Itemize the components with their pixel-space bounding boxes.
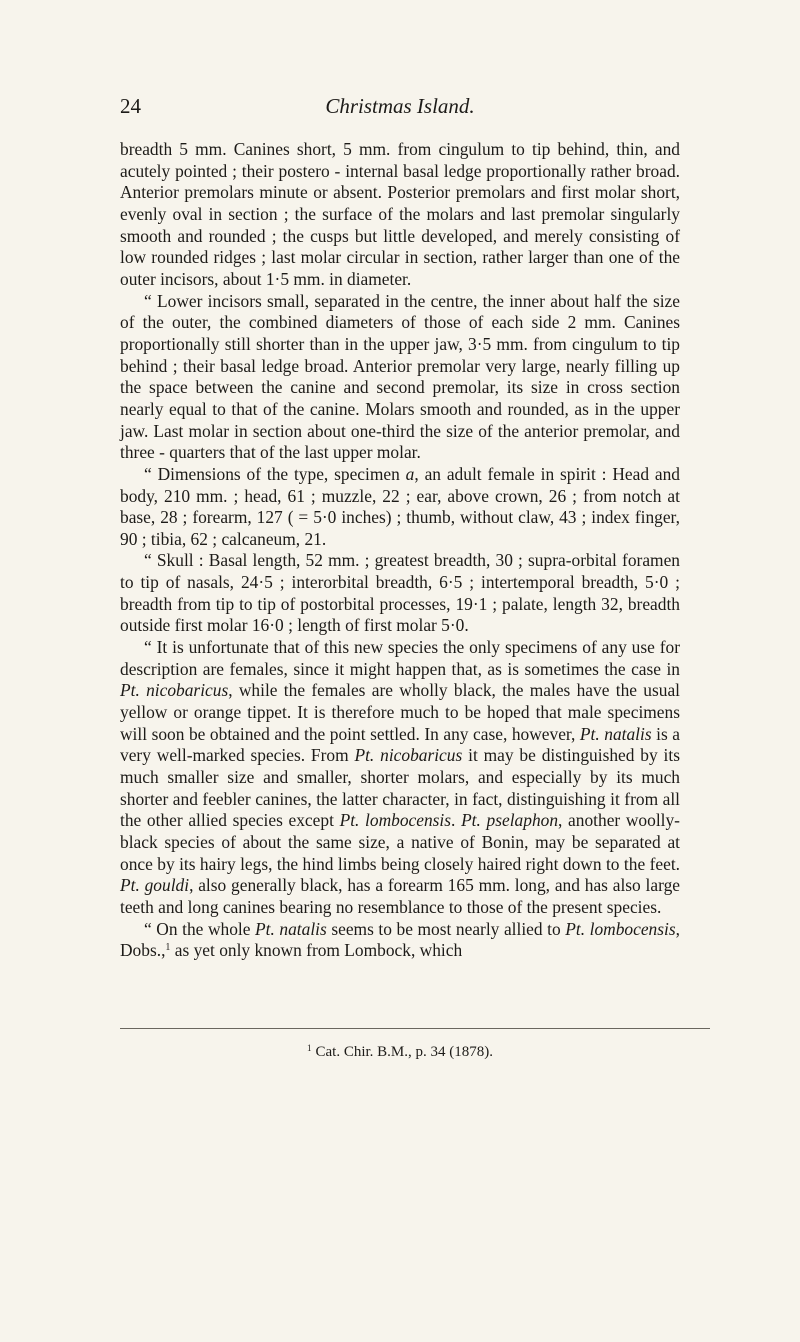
text-run: “ On the whole — [144, 918, 256, 939]
italic-species-name: Pt. natalis — [579, 723, 652, 744]
italic-species-name: Pt. nicobaricus — [354, 745, 463, 766]
text-run: breadth 5 mm. Canines short, 5 mm. from cingulum to tip behind, thin, and acutely pointed ; their postero - internal basal ledge proportionally rather broad. Anterior premolars minute or absent. Posterior premolars and first molar short, evenly oval in section ; the surface of the molars and last premolar singularly smooth and rounded ; the cusps but little developed, and merely consisting of low rounded ridges ; last molar circular in section, rather larger than one of the outer incisors, about 1·5 mm. in diameter. — [120, 139, 680, 289]
text-run: “ Dimensions of the type, specimen — [144, 463, 406, 484]
text-run: seems to be most nearly allied to — [326, 918, 566, 939]
footnote-marker: 1 — [306, 1043, 312, 1053]
paragraph — [120, 550, 680, 637]
footnote — [120, 1044, 680, 1061]
italic-species-name: Pt. gouldi — [120, 875, 190, 896]
footnote-rule — [120, 1028, 710, 1029]
text-run: as yet only known from Lombock, which — [170, 940, 463, 961]
text-run: . — [451, 810, 462, 831]
footnote-reference: 1 — [165, 942, 171, 954]
paragraph — [120, 139, 680, 291]
italic-species-name: Pt. pselaphon — [461, 810, 559, 831]
italic-species-name: Pt. lombocensis — [565, 918, 676, 939]
text-run: “ It is unfortunate that of this new species the only specimens of any use for description are females, since it might happen that, as is sometimes the case in — [120, 637, 680, 679]
body-text — [120, 139, 680, 962]
paragraph — [120, 464, 680, 551]
footnote-text: Cat. Chir. B.M., p. 34 (1878). — [315, 1044, 493, 1060]
text-run: , another woolly-black species of about the same size, a native of Bonin, may be separated at once by its hairy legs, the hind limbs being closely haired right down to the feet. — [120, 810, 680, 874]
text-run: is a very well-marked species. From — [120, 723, 681, 766]
text-run: , also generally black, has a forearm 165 mm. long, and has also large teeth and long canines bearing no resemblance to those of the present species. — [120, 875, 680, 917]
italic-species-name: Pt. natalis — [255, 918, 327, 939]
text-run: “ Lower incisors small, separated in the centre, the inner about half the size of the outer, the combined diameters of those of each side 2 mm. Canines proportionally still shorter than in the upper jaw, 3·5 mm. from cingulum to tip behind ; their basal ledge broad. Anterior premolar very large, nearly filling up the space between the canine and second premolar, its size in cross section nearly equal to that of the canine. Molars smooth and rounded, as in the upper jaw. Last molar in section about one-third the size of the anterior premolar, and three - quarters that of the last upper molar. — [120, 290, 680, 463]
paragraph — [120, 637, 680, 919]
page-header — [120, 94, 680, 124]
paragraph — [120, 919, 680, 962]
text-run: , while the females are wholly black, the males have the usual yellow or orange tippet. It is therefore much to be hoped that male specimens will soon be obtained and the point settled. In any case, however, — [120, 680, 680, 744]
paragraph — [120, 291, 680, 464]
italic-species-name: Pt. nicobaricus — [120, 680, 229, 701]
page-number: 24 — [120, 94, 141, 118]
italic-species-name: Pt. lombocensis — [339, 810, 452, 831]
text-run: it may be distinguished by its much smaller size and smaller, shorter molars, and especially by its much shorter and feebler canines, the latter character, in fact, distinguishing it from all the other allied species except — [120, 745, 680, 831]
text-run: , Dobs., — [120, 918, 680, 961]
text-run: , an adult female in spirit : Head and body, 210 mm. ; head, 61 ; muzzle, 22 ; ear, above crown, 26 ; from notch at base, 28 ; forearm, 127 ( = 5·0 inches) ; thumb, without claw, 43 ; index finger, 90 ; tibia, 62 ; calcaneum, 21. — [120, 463, 680, 549]
italic-species-name: a — [405, 463, 415, 484]
text-run: “ Skull : Basal length, 52 mm. ; greatest breadth, 30 ; supra-orbital foramen to tip of nasals, 24·5 ; interorbital breadth, 6·5 ; intertemporal breadth, 5·0 ; breadth from tip to tip of postorbital processes, 19·1 ; palate, length 32, breadth outside first molar 16·0 ; length of first molar 5·0. — [120, 550, 680, 636]
running-title: Christmas Island. — [325, 94, 475, 118]
